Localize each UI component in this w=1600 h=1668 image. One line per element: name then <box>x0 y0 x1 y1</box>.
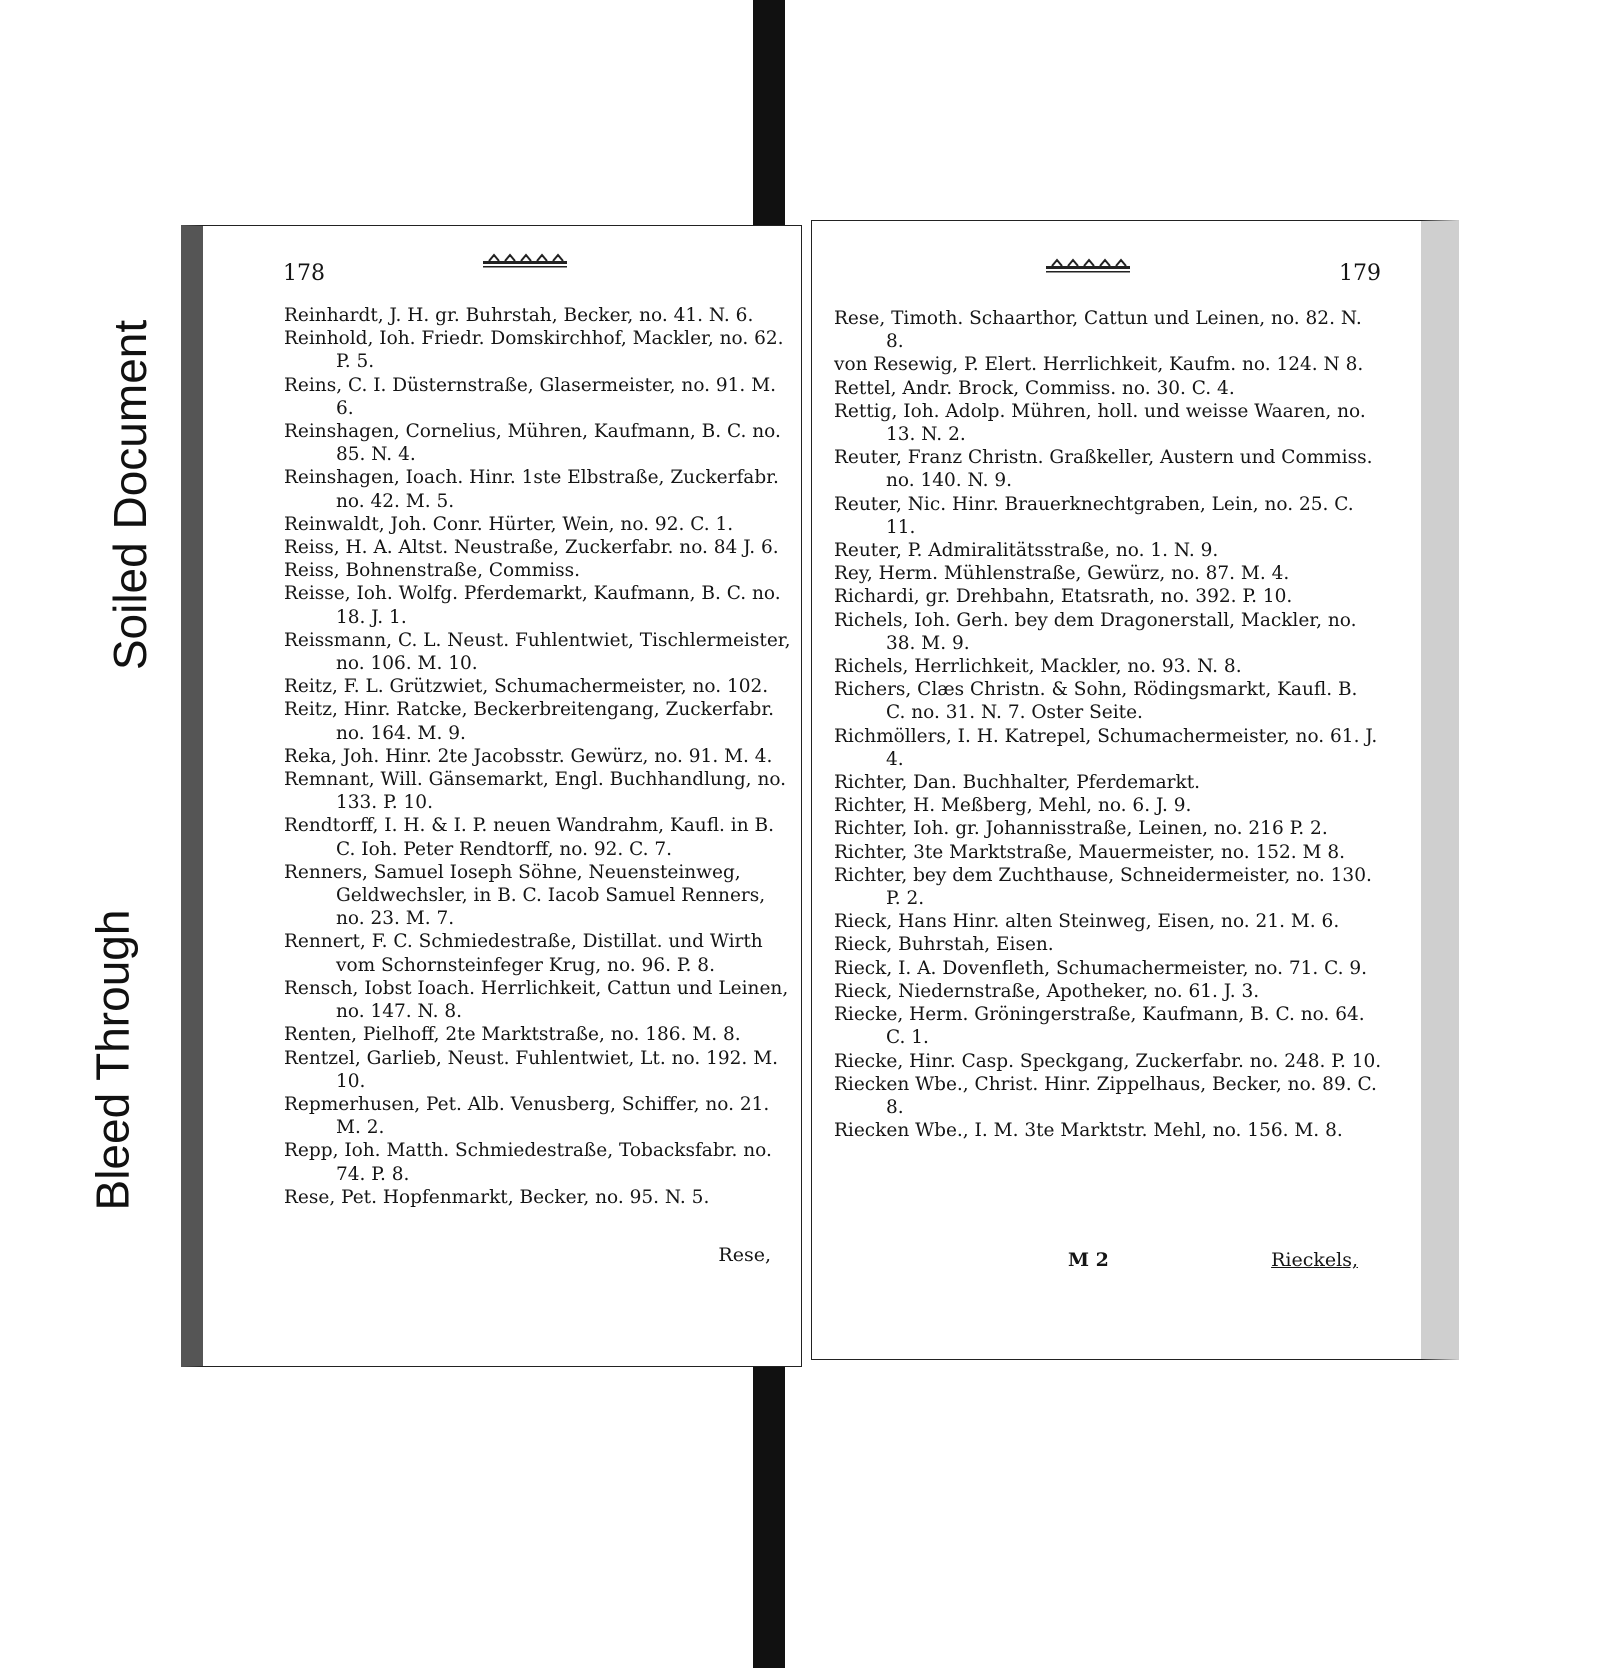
directory-entry: Reinshagen, Ioach. Hinr. 1ste Elbstraße, Zuckerfabr. no. 42. M. 5. <box>284 467 779 512</box>
right-page <box>811 220 1459 1360</box>
directory-entry: Reissmann, C. L. Neust. Fuhlentwiet, Tischlermeister, no. 106. M. 10. <box>284 629 791 675</box>
directory-entry: Reinhold, Ioh. Friedr. Domskirchhof, Mackler, no. 62. P. 5. <box>284 328 784 373</box>
directory-entry: Richels, Herrlichkeit, Mackler, no. 93. N. 8. <box>834 656 1242 678</box>
directory-entry: Reuter, P. Admiralitätsstraße, no. 1. N. 9. <box>834 540 1219 562</box>
directory-entry: Rentzel, Garlieb, Neust. Fuhlentwiet, Lt. no. 192. M. 10. <box>284 1047 779 1092</box>
directory-entry: Rieck, I. A. Dovenfleth, Schumachermeister, no. 71. C. 9. <box>834 957 1368 979</box>
directory-entry: Richardi, gr. Drehbahn, Etatsrath, no. 392. P. 10. <box>834 586 1293 608</box>
directory-entry: Renten, Pielhoff, 2te Marktstraße, no. 186. M. 8. <box>284 1024 741 1046</box>
directory-entry: Rieck, Hans Hinr. alten Steinweg, Eisen, no. 21. M. 6. <box>834 911 1340 933</box>
directory-entry: Rese, Timoth. Schaarthor, Cattun und Leinen, no. 82. N. 8. <box>834 308 1362 353</box>
directory-entry: Reisse, Ioh. Wolfg. Pferdemarkt, Kaufmann, B. C. no. 18. J. 1. <box>284 583 781 628</box>
directory-entry: Richter, Dan. Buchhalter, Pferdemarkt. <box>834 772 1201 794</box>
directory-entry: Rennert, F. C. Schmiedestraße, Distillat. und Wirth vom Schornsteinfeger Krug, no. 96. P. 8. <box>284 931 763 976</box>
directory-entry: Rettel, Andr. Brock, Commiss. no. 30. C. 4. <box>834 377 1235 399</box>
book-spine-top <box>753 0 785 240</box>
directory-entry: Richels, Ioh. Gerh. bey dem Dragonerstall, Mackler, no. 38. M. 9. <box>834 609 1357 654</box>
directory-entry: Richter, Ioh. gr. Johannisstraße, Leinen, no. 216 P. 2. <box>834 818 1328 840</box>
directory-entry: Rieck, Niedernstraße, Apotheker, no. 61. J. 3. <box>834 980 1260 1002</box>
directory-entry: Reuter, Nic. Hinr. Brauerknechtgraben, Lein, no. 25. C. 11. <box>834 493 1354 538</box>
directory-entry: Rese, Pet. Hopfenmarkt, Becker, no. 95. N. 5. <box>284 1186 710 1208</box>
book-spine-bottom <box>753 1345 785 1668</box>
directory-entry: Reinwaldt, Joh. Conr. Hürter, Wein, no. 92. C. 1. <box>284 513 734 535</box>
signature-mark: M 2 <box>1068 1249 1109 1271</box>
directory-entry: Repp, Ioh. Matth. Schmiedestraße, Tobacksfabr. no. 74. P. 8. <box>284 1140 772 1185</box>
directory-entry: Reinhardt, J. H. gr. Buhrstah, Becker, no. 41. N. 6. <box>284 305 754 326</box>
right-catchword: Rieckels, <box>1271 1249 1358 1271</box>
directory-entry: Rieck, Buhrstah, Eisen. <box>834 934 1054 956</box>
directory-entry: Rettig, Ioh. Adolp. Mühren, holl. und weisse Waaren, no. 13. N. 2. <box>834 400 1366 446</box>
right-entries-list <box>834 307 1382 1142</box>
directory-entry: Richers, Clæs Christn. & Sohn, Rödingsmarkt, Kaufl. B. C. no. 31. N. 7. Oster Seite. <box>834 679 1358 724</box>
soiled-document-text: Soiled Document <box>104 319 156 671</box>
directory-entry: Riecken Wbe., Christ. Hinr. Zippelhaus, Becker, no. 89. C. 8. <box>834 1073 1377 1118</box>
directory-entry: Riecken Wbe., I. M. 3te Marktstr. Mehl, no. 156. M. 8. <box>834 1120 1343 1142</box>
bleed-through-text: Bleed Through <box>86 909 138 1211</box>
directory-entry: Riecke, Herm. Gröningerstraße, Kaufmann, B. C. no. 64. C. 1. <box>834 1004 1365 1049</box>
directory-entry: Remnant, Will. Gänsemarkt, Engl. Buchhandlung, no. 133. P. 10. <box>284 769 787 814</box>
left-page-number: 178 <box>283 261 325 286</box>
directory-entry: Reitz, F. L. Grützwiet, Schumachermeister, no. 102. <box>284 676 769 698</box>
directory-entry: Richter, H. Meßberg, Mehl, no. 6. J. 9. <box>834 795 1192 817</box>
directory-entry: Repmerhusen, Pet. Alb. Venusberg, Schiffer, no. 21. M. 2. <box>284 1093 770 1139</box>
directory-entry: Reinshagen, Cornelius, Mühren, Kaufmann, B. C. no. 85. N. 4. <box>284 421 781 466</box>
directory-entry: Reka, Joh. Hinr. 2te Jacobsstr. Gewürz, no. 91. M. 4. <box>284 745 773 767</box>
directory-entry: Reiss, Bohnenstraße, Commiss. <box>284 560 580 582</box>
directory-entry: Rendtorff, I. H. & I. P. neuen Wandrahm, Kaufl. in B. C. Ioh. Peter Rendtorff, no. 92. C. 7. <box>284 815 774 860</box>
directory-entry: Rensch, Iobst Ioach. Herrlichkeit, Cattun und Leinen, no. 147. N. 8. <box>284 977 789 1023</box>
directory-entry: Rey, Herm. Mühlenstraße, Gewürz, no. 87. M. 4. <box>834 563 1290 585</box>
left-catchword: Rese, <box>718 1244 771 1266</box>
directory-entry: Reitz, Hinr. Ratcke, Beckerbreitengang, Zuckerfabr. no. 164. M. 9. <box>284 699 775 744</box>
left-page <box>181 225 802 1367</box>
left-entries-list <box>284 304 794 1209</box>
directory-entry: Richmöllers, I. H. Katrepel, Schumachermeister, no. 61. J. 4. <box>834 725 1378 770</box>
soiled-document-label <box>90 230 170 760</box>
directory-entry: Richter, 3te Marktstraße, Mauermeister, no. 152. M 8. <box>834 841 1346 863</box>
directory-entry: Reiss, H. A. Altst. Neustraße, Zuckerfabr. no. 84 J. 6. <box>284 537 779 559</box>
bleed-through-label <box>72 800 152 1320</box>
right-page-number: 179 <box>1339 261 1381 286</box>
directory-entry: von Resewig, P. Elert. Herrlichkeit, Kaufm. no. 124. N 8. <box>834 354 1364 376</box>
directory-entry: Riecke, Hinr. Casp. Speckgang, Zuckerfabr. no. 248. P. 10. <box>834 1050 1382 1072</box>
ornament-icon <box>483 251 567 269</box>
directory-entry: Reins, C. I. Düsternstraße, Glasermeister, no. 91. M. 6. <box>284 374 777 419</box>
directory-entry: Richter, bey dem Zuchthause, Schneidermeister, no. 130. P. 2. <box>834 864 1372 910</box>
ornament-icon <box>1046 256 1130 274</box>
directory-entry: Renners, Samuel Ioseph Söhne, Neuensteinweg, Geldwechsler, in B. C. Iacob Samuel Renners, no. 23. M. 7. <box>284 861 766 930</box>
directory-entry: Reuter, Franz Christn. Graßkeller, Austern und Commiss. no. 140. N. 9. <box>834 447 1373 492</box>
